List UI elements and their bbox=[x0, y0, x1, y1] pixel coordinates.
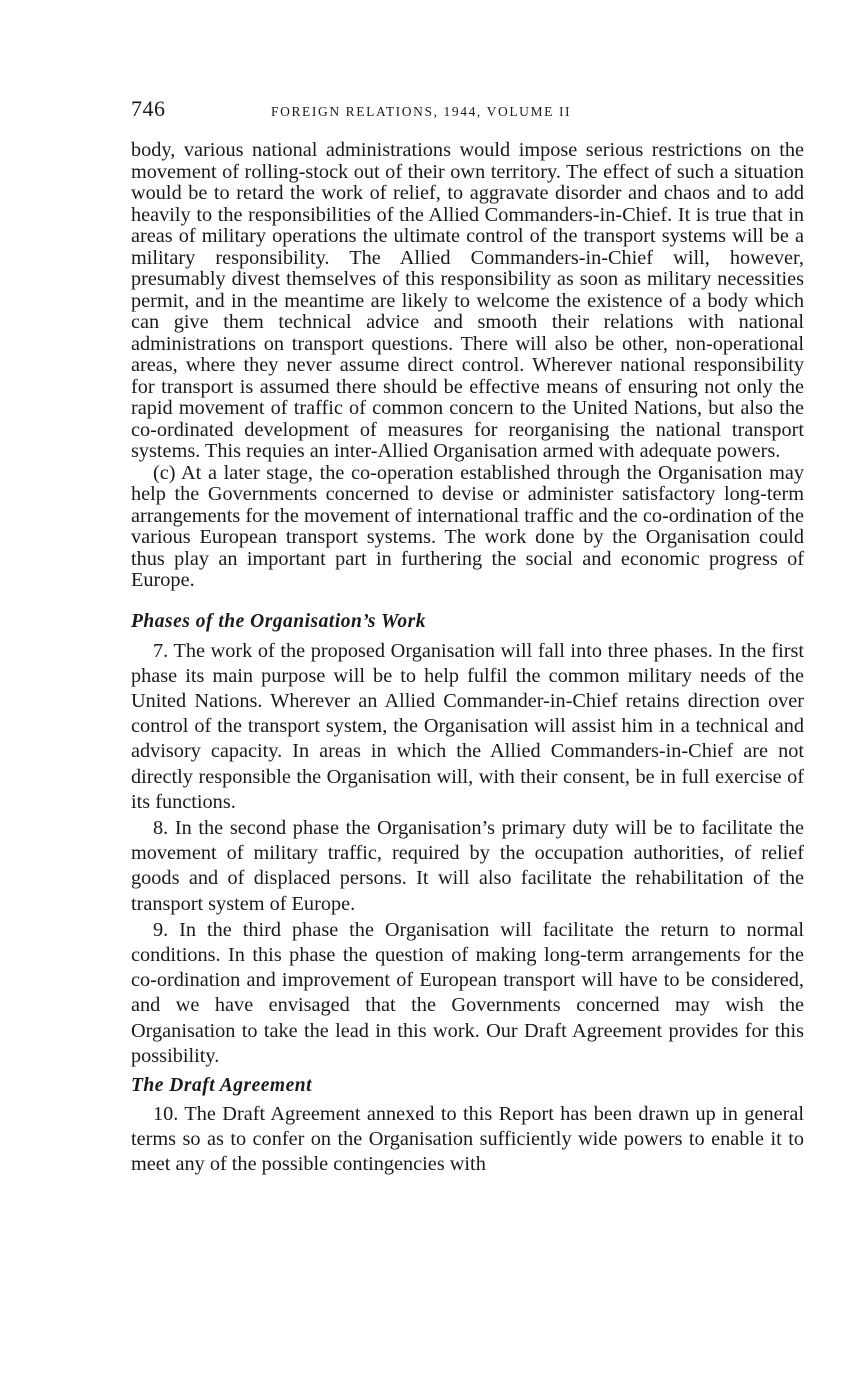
continued-text-block bbox=[131, 140, 804, 592]
paragraph: (c) At a later stage, the co-operation established through the Organisation may help the Governments concerned to devise or administer satisfactory long-term arrangements for the movement of international traffic and the co-ordination of the various European transport systems. The work done by the Organisation could thus play an important part in furthering the social and economic progress of Europe. bbox=[131, 461, 804, 591]
section-heading: Phases of the Organisation’s Work bbox=[131, 610, 426, 632]
section-body bbox=[131, 639, 804, 1069]
paragraph: 10. The Draft Agreement annexed to this Report has been drawn up in general terms so as to confer on the Organisation sufficiently wide powers to enable it to meet any of the possible contingencies with bbox=[131, 1102, 804, 1176]
paragraph: 8. In the second phase the Organisation’s primary duty will be to facilitate the movement of military traffic, required by the occupation authorities, of relief goods and of displaced persons. It will also facilitate the rehabilitation of the transport system of Europe. bbox=[131, 816, 804, 915]
paragraph: body, various national administrations would impose serious restrictions on the movement of rolling-stock out of their own territory. The effect of such a situation would be to retard the work of relief, to aggravate disorder and chaos and to add heavily to the responsibilities of the Allied Commanders-in-Chief. It is true that in areas of military operations the ultimate control of the transport systems will be a military responsibility. The Allied Commanders-in-Chief will, however, presumably divest themselves of this responsibility as soon as military necessities permit, and in the meantime are likely to welcome the existence of a body which can give them technical advice and smooth their relations with national administrations on transport questions. There will also be other, non-operational areas, where they never assume direct control. Wherever national responsibility for transport is assumed there should be effective means of ensuring not only the rapid movement of traffic of common concern to the United Nations, but also the co-ordinated development of measures for reorganising the national transport systems. This requies an inter-Allied Organisation armed with adequate powers. bbox=[131, 139, 804, 462]
paragraph: 9. In the third phase the Organisation will facilitate the return to normal conditions. In this phase the question of making long-term arrangements for the co-ordination and improvement of European transport will have to be considered, and we have envisaged that the Governments concerned may wish the Organisation to take the lead in this work. Our Draft Agreement provides for this possibility. bbox=[131, 918, 804, 1067]
running-title: FOREIGN RELATIONS, 1944, VOLUME II bbox=[271, 104, 572, 119]
running-head bbox=[131, 96, 804, 122]
document-page bbox=[131, 96, 804, 1179]
section-heading: The Draft Agreement bbox=[131, 1074, 313, 1096]
page-number: 746 bbox=[131, 96, 166, 121]
section-body bbox=[131, 1102, 804, 1178]
paragraph: 7. The work of the proposed Organisation will fall into three phases. In the first phase its main purpose will be to help fulfil the common military needs of the United Nations. Wherever an Allied Commander-in-Chief retains direction over control of the transport system, the Organisation will assist him in a technical and advisory capacity. In areas in which the Allied Commanders-in-Chief are not directly responsible the Organisation will, with their consent, be in full exercise of its functions. bbox=[131, 639, 804, 813]
